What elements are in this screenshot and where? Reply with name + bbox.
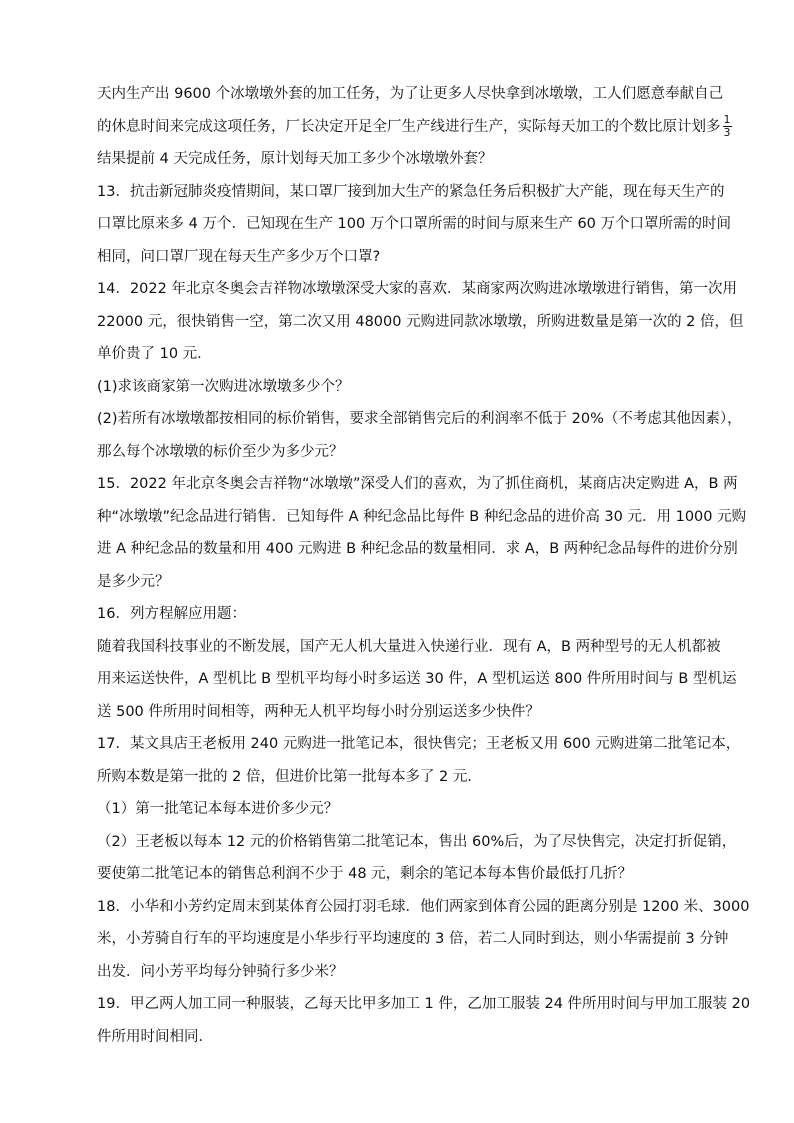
problem-18-line: 18．小华和小芳约定周末到某体育公园打羽毛球．他们两家到体育公园的距离分别是 1200 米、3000 (97, 898, 750, 915)
text-line: 出发．问小芳平均每分钟骑行多少米？ (97, 963, 344, 980)
problem-17-line: 17．某文具店王老板用 240 元购进一批笔记本，很快售完；王老板又用 600 元购进第二批笔记本， (97, 736, 741, 752)
problem-16-line: 16．列方程解应用题： (97, 606, 246, 622)
text-line: 种“冰墩墩”纪念品进行销售．已知每件 A 种纪念品比每件 B 种纪念品的进价高 30 元．用 1000 元购 (97, 508, 747, 525)
text-line: 随着我国科技事业的不断发展，国产无人机大量进入快递行业．现有 A，B 两种型号的无人机都被 (97, 638, 721, 655)
text-line: 相同，问口罩厂现在每天生产多少万个口罩? (97, 248, 381, 265)
text-line: 送 500 件所用时间相等，两种无人机平均每小时分别运送多少快件？ (97, 703, 540, 720)
text-line: 单价贵了 10 元． (97, 346, 212, 362)
text-line-with-fraction (97, 111, 731, 144)
text-line: 要使第二批笔记本的销售总利润不少于 48 元，剩余的笔记本每本售价最低打几折？ (97, 866, 633, 882)
fraction-denominator: 3 (723, 126, 731, 139)
text-line: 是多少元？ (97, 573, 170, 590)
sub-question: (2)若所有冰墩墩都按相同的标价销售，要求全部销售完后的利润率不低于 20%（不考虑其他因素）， (97, 411, 742, 427)
problem-text (97, 78, 751, 1053)
sub-question: (1)求该商家第一次购进冰墩墩多少个？ (97, 378, 350, 395)
text-line: 结果提前 4 天完成任务，原计划每天加工多少个冰墩墩外套？ (97, 151, 493, 167)
fraction-one-third (723, 114, 732, 139)
text-line: 22000 元，很快销售一空，第二次又用 48000 元购进同款冰墩墩，所购进数量是第一次的 2 倍，但 (97, 313, 744, 330)
problem-15-line: 15．2022 年北京冬奥会吉祥物“冰墩墩”深受人们的喜欢，为了抓住商机，某商店决定购进 A，B 两 (97, 476, 738, 492)
sub-question: （1）第一批笔记本每本进价多少元？ (97, 801, 339, 817)
text-line: 天内生产出 9600 个冰墩墩外套的加工任务，为了让更多人尽快拿到冰墩墩，工人们愿意奉献自己 (97, 86, 724, 102)
text-line: 米，小芳骑自行车的平均速度是小华步行平均速度的 3 倍，若二人同时到达，则小华需提前 3 分钟 (97, 931, 729, 947)
sub-question: （2）王老板以每本 12 元的价格销售第二批笔记本，售出 60%后，为了尽快售完，决定打折促销， (97, 833, 737, 850)
problem-19-line: 19．甲乙两人加工同一种服装，乙每天比甲多加工 1 件，乙加工服装 24 件所用时间与甲加工服装 20 (97, 996, 751, 1012)
problem-13-line: 13．抗击新冠肺炎疫情期间，某口罩厂接到加大生产的紧急任务后积极扩大产能，现在每天生产的 (97, 183, 725, 200)
problem-14-line: 14．2022 年北京冬奥会吉祥物冰墩墩深受大家的喜欢．某商家两次购进冰墩墩进行销售，第一次用 (97, 281, 737, 297)
text-line: 口罩比原来多 4 万个．已知现在生产 100 万个口罩所需的时间与原来生产 60 万个口罩所需的时间 (97, 216, 732, 232)
text-line: 所购本数是第一批的 2 倍，但进价比第一批每本多了 2 元． (97, 768, 482, 785)
fraction-numerator: 1 (723, 113, 731, 126)
text-line: 用来运送快件，A 型机比 B 型机平均每小时多运送 30 件，A 型机运送 800 件所用时间与 B 型机运 (97, 671, 737, 687)
text-line: 件所用时间相同． (97, 1028, 213, 1045)
text-line: 进 A 种纪念品的数量和用 400 元购进 B 种纪念品的数量相同．求 A，B 两种纪念品每件的进价分别 (97, 541, 738, 557)
text-line: 那么每个冰墩墩的标价至少为多少元？ (97, 443, 344, 460)
text-line: 的休息时间来完成这项任务，厂长决定开足全厂生产线进行生产，实际每天加工的个数比原计划多 (97, 118, 721, 135)
